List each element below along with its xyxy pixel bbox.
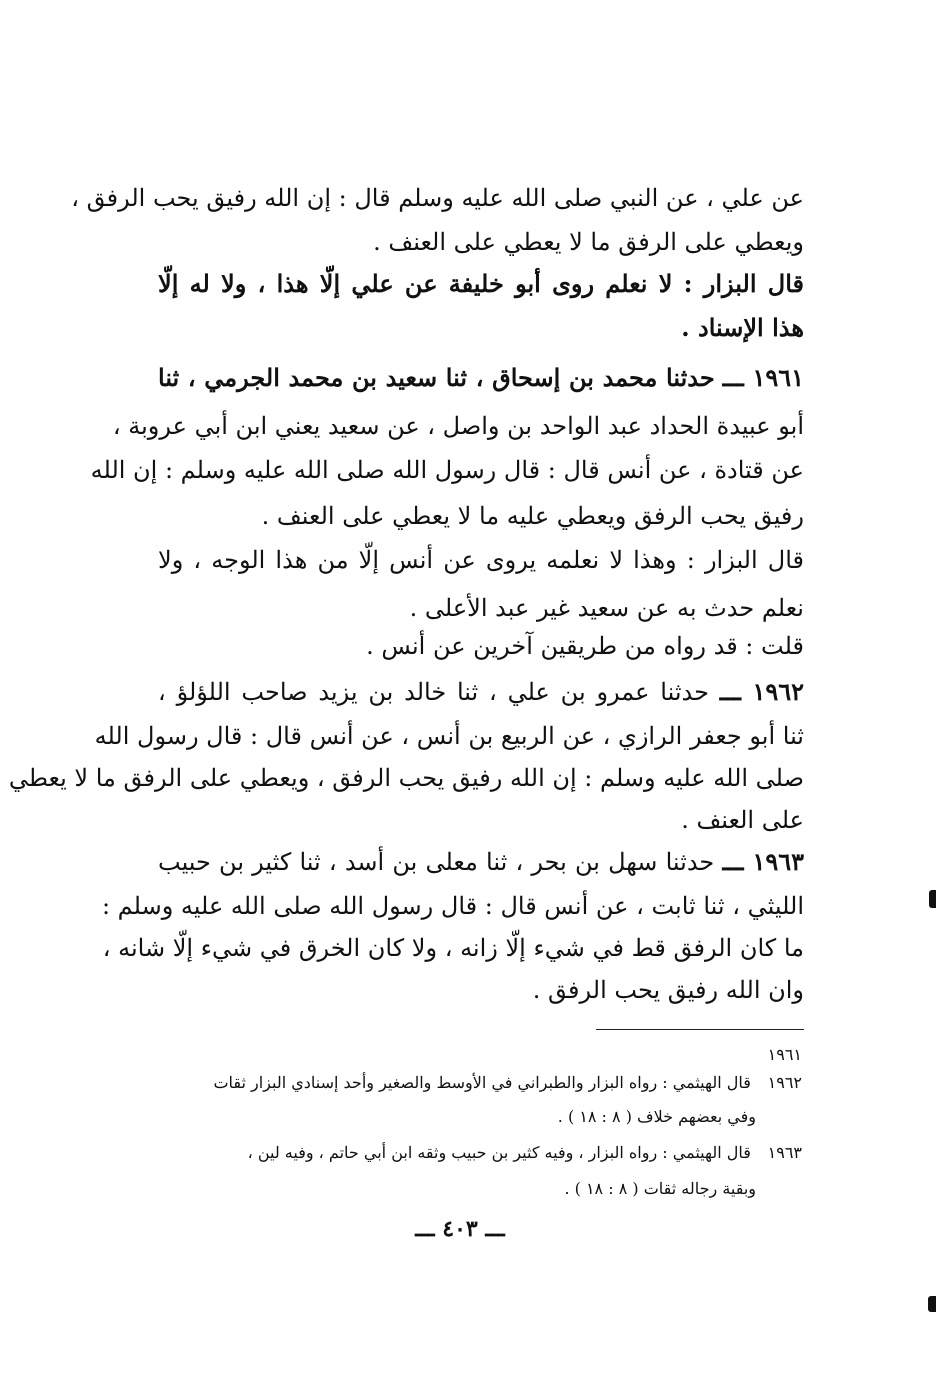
text-line: ويعطي على الرفق ما لا يعطي على العنف . xyxy=(373,228,804,256)
hadith-1961-line xyxy=(158,356,804,400)
text-line: أبو عبيدة الحداد عبد الواحد بن واصل ، عن سعيد يعني ابن أبي عروبة ، xyxy=(112,412,804,440)
footnote-1962 xyxy=(150,1068,802,1098)
scan-edge-mark xyxy=(928,1296,936,1312)
hadith-1962-line xyxy=(158,670,804,714)
hadith-number: ١٩٦١ ـــ xyxy=(722,363,804,392)
text-line: عن قتادة ، عن أنس قال : قال رسول الله صلى الله عليه وسلم : إن الله xyxy=(90,456,804,484)
text-line: قال البزار : وهذا لا نعلمه يروى عن أنس إلّا من هذا الوجه ، ولا xyxy=(158,546,804,574)
hadith-isnad: حدثنا محمد بن إسحاق ، ثنا سعيد بن محمد الجرمي ، ثنا xyxy=(158,363,715,392)
text-line: صلى الله عليه وسلم : إن الله رفيق يحب الرفق ، ويعطي على الرفق ما لا يعطي xyxy=(8,764,804,792)
text-line: ثنا أبو جعفر الرازي ، عن الربيع بن أنس ، عن أنس قال : قال رسول الله xyxy=(94,722,804,750)
footnote-number: ١٩٦٢ xyxy=(767,1073,802,1092)
hadith-number: ١٩٦٢ ـــ xyxy=(719,677,804,706)
text-line: على العنف . xyxy=(681,806,804,834)
hadith-1963-line xyxy=(158,840,804,884)
text-line: قلت : قد رواه من طريقين آخرين عن أنس . xyxy=(366,632,804,660)
text-line: الليثي ، ثنا ثابت ، عن أنس قال : قال رسول الله صلى الله عليه وسلم : xyxy=(101,892,804,920)
footnote-number: ١٩٦٣ xyxy=(767,1143,802,1162)
footnote-divider xyxy=(596,1029,804,1030)
page-number: ـــ ٤٠٣ ـــ xyxy=(415,1216,505,1242)
text-line-bold: هذا الإسناد . xyxy=(681,313,804,342)
scan-edge-mark xyxy=(929,890,936,908)
text-line: ما كان الرفق قط في شيء إلّا زانه ، ولا كان الخرق في شيء إلّا شانه ، xyxy=(102,934,804,962)
footnote-text: قال الهيثمي : رواه البزار ، وفيه كثير بن حبيب وثقه ابن أبي حاتم ، وفيه لين ، xyxy=(247,1143,751,1162)
hadith-isnad: حدثنا عمرو بن علي ، ثنا خالد بن يزيد صاحب اللؤلؤ ، xyxy=(158,678,709,706)
hadith-number: ١٩٦٣ ـــ xyxy=(722,847,804,876)
footnote-number: ١٩٦١ xyxy=(767,1045,802,1064)
text-line-bold: قال البزار : لا نعلم روى أبو خليفة عن علي إلّا هذا ، ولا له إلّا xyxy=(158,269,805,298)
hadith-isnad: حدثنا سهل بن بحر ، ثنا معلى بن أسد ، ثنا كثير بن حبيب xyxy=(158,848,715,876)
footnote-1963 xyxy=(150,1138,802,1168)
footnote-continuation: وفي بعضهم خلاف ( ٨ : ١٨ ) . xyxy=(557,1107,756,1126)
text-line: نعلم حدث به عن سعيد غير عبد الأعلى . xyxy=(409,594,804,622)
text-line: رفيق يحب الرفق ويعطي عليه ما لا يعطي على العنف . xyxy=(261,502,804,530)
footnote-text: قال الهيثمي : رواه البزار والطبراني في الأوسط والصغير وأحد إسنادي البزار ثقات xyxy=(213,1073,751,1092)
text-line: وان الله رفيق يحب الرفق . xyxy=(532,976,804,1004)
text-line: عن علي ، عن النبي صلى الله عليه وسلم قال : إن الله رفيق يحب الرفق ، xyxy=(71,184,804,212)
footnote-continuation: وبقية رجاله ثقات ( ٨ : ١٨ ) . xyxy=(564,1179,756,1198)
